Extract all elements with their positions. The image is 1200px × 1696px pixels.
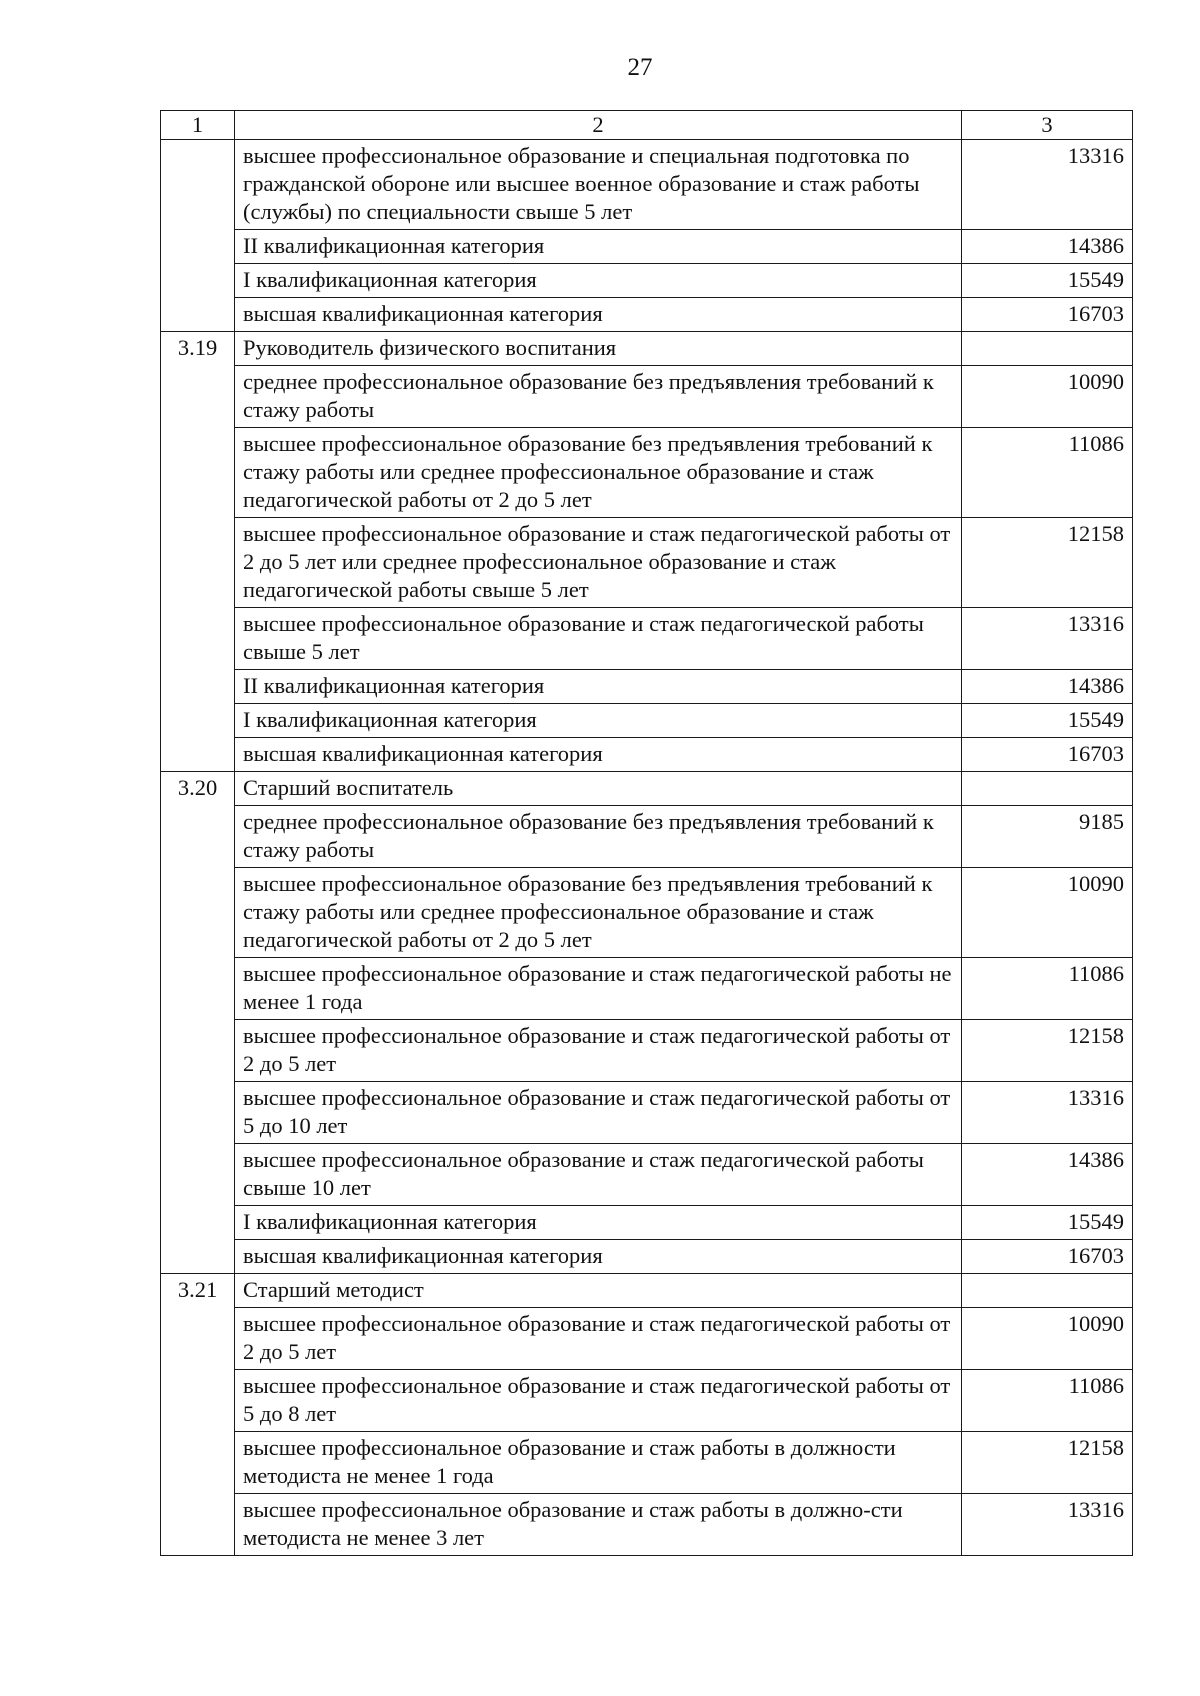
section-title-value-cell — [962, 772, 1133, 806]
requirement-text: высшее профессиональное образование и стаж педагогической работы от 2 до 5 лет — [235, 1020, 962, 1082]
section-number-cell: 3.21 — [161, 1274, 235, 1556]
salary-value: 14386 — [962, 230, 1133, 264]
requirement-text: высшая квалификационная категория — [235, 1240, 962, 1274]
section-number-cell: 3.19 — [161, 332, 235, 772]
requirement-text: I квалификационная категория — [235, 1206, 962, 1240]
table-row — [161, 1240, 1133, 1274]
requirement-text: среднее профессиональное образование без предъявления требований к стажу работы — [235, 366, 962, 428]
table-row — [161, 738, 1133, 772]
salary-value: 16703 — [962, 298, 1133, 332]
requirement-text: высшее профессиональное образование и стаж педагогической работы от 2 до 5 лет или среднее профессиональное образование и стаж педагогической работы свыше 5 лет — [235, 518, 962, 608]
salary-value: 16703 — [962, 1240, 1133, 1274]
section-title-row — [161, 1274, 1133, 1308]
salary-value: 10090 — [962, 366, 1133, 428]
salary-value: 10090 — [962, 868, 1133, 958]
table-row — [161, 1082, 1133, 1144]
salary-value: 15549 — [962, 1206, 1133, 1240]
requirement-text: I квалификационная категория — [235, 264, 962, 298]
section-title: Руководитель физического воспитания — [235, 332, 962, 366]
requirement-text: высшее профессиональное образование и стаж педагогической работы от 2 до 5 лет — [235, 1308, 962, 1370]
requirement-text: высшее профессиональное образование без предъявления требований к стажу работы или среднее профессиональное образование и стаж педагогической работы от 2 до 5 лет — [235, 868, 962, 958]
salary-value: 15549 — [962, 264, 1133, 298]
salary-value: 15549 — [962, 704, 1133, 738]
requirement-text: высшее профессиональное образование и стаж педагогической работы от 5 до 10 лет — [235, 1082, 962, 1144]
requirement-text: высшее профессиональное образование и стаж работы в должности методиста не менее 1 года — [235, 1432, 962, 1494]
table-row — [161, 1370, 1133, 1432]
table-row — [161, 806, 1133, 868]
section-title: Старший методист — [235, 1274, 962, 1308]
table-row — [161, 868, 1133, 958]
salary-value: 16703 — [962, 738, 1133, 772]
table-row — [161, 1020, 1133, 1082]
requirement-text: II квалификационная категория — [235, 670, 962, 704]
table-row — [161, 366, 1133, 428]
salary-value: 13316 — [962, 608, 1133, 670]
table-row — [161, 670, 1133, 704]
table-row — [161, 608, 1133, 670]
salary-value: 13316 — [962, 1494, 1133, 1556]
salary-value: 10090 — [962, 1308, 1133, 1370]
salary-value: 14386 — [962, 1144, 1133, 1206]
requirement-text: высшая квалификационная категория — [235, 298, 962, 332]
salary-value: 11086 — [962, 1370, 1133, 1432]
table-row — [161, 1206, 1133, 1240]
requirement-text: среднее профессиональное образование без предъявления требований к стажу работы — [235, 806, 962, 868]
requirement-text: высшее профессиональное образование и стаж педагогической работы свыше 5 лет — [235, 608, 962, 670]
section-title-value-cell — [962, 1274, 1133, 1308]
section-title-row — [161, 772, 1133, 806]
table-row — [161, 958, 1133, 1020]
header-cell-1: 1 — [161, 111, 235, 140]
table-row — [161, 518, 1133, 608]
page-number: 27 — [627, 54, 653, 81]
table-row — [161, 1432, 1133, 1494]
requirement-text: высшее профессиональное образование и стаж педагогической работы от 5 до 8 лет — [235, 1370, 962, 1432]
salary-value: 13316 — [962, 1082, 1133, 1144]
requirement-text: высшая квалификационная категория — [235, 738, 962, 772]
section-number-cell — [161, 140, 235, 332]
salary-value: 12158 — [962, 1432, 1133, 1494]
table-row — [161, 1144, 1133, 1206]
table-row — [161, 264, 1133, 298]
requirement-text: II квалификационная категория — [235, 230, 962, 264]
salary-value: 13316 — [962, 140, 1133, 230]
requirement-text: высшее профессиональное образование без предъявления требований к стажу работы или среднее профессиональное образование и стаж педагогической работы от 2 до 5 лет — [235, 428, 962, 518]
table-row — [161, 140, 1133, 230]
requirement-text: высшее профессиональное образование и специальная подготовка по гражданской обороне или высшее военное образование и стаж работы (службы) по специальности свыше 5 лет — [235, 140, 962, 230]
salary-value: 14386 — [962, 670, 1133, 704]
requirement-text: высшее профессиональное образование и стаж педагогической работы не менее 1 года — [235, 958, 962, 1020]
section-title-value-cell — [962, 332, 1133, 366]
table-row — [161, 428, 1133, 518]
salary-table — [160, 110, 1133, 1556]
salary-value: 11086 — [962, 428, 1133, 518]
table-row — [161, 1494, 1133, 1556]
table-row — [161, 1308, 1133, 1370]
salary-value: 9185 — [962, 806, 1133, 868]
salary-value: 12158 — [962, 1020, 1133, 1082]
header-cell-2: 2 — [235, 111, 962, 140]
table-header-row — [161, 111, 1133, 140]
requirement-text: I квалификационная категория — [235, 704, 962, 738]
table-row — [161, 298, 1133, 332]
requirement-text: высшее профессиональное образование и стаж работы в должно-сти методиста не менее 3 лет — [235, 1494, 962, 1556]
table-body — [161, 111, 1133, 1556]
table-row — [161, 230, 1133, 264]
header-cell-3: 3 — [962, 111, 1133, 140]
section-title: Старший воспитатель — [235, 772, 962, 806]
table-row — [161, 704, 1133, 738]
salary-value: 12158 — [962, 518, 1133, 608]
section-title-row — [161, 332, 1133, 366]
section-number-cell: 3.20 — [161, 772, 235, 1274]
salary-value: 11086 — [962, 958, 1133, 1020]
requirement-text: высшее профессиональное образование и стаж педагогической работы свыше 10 лет — [235, 1144, 962, 1206]
